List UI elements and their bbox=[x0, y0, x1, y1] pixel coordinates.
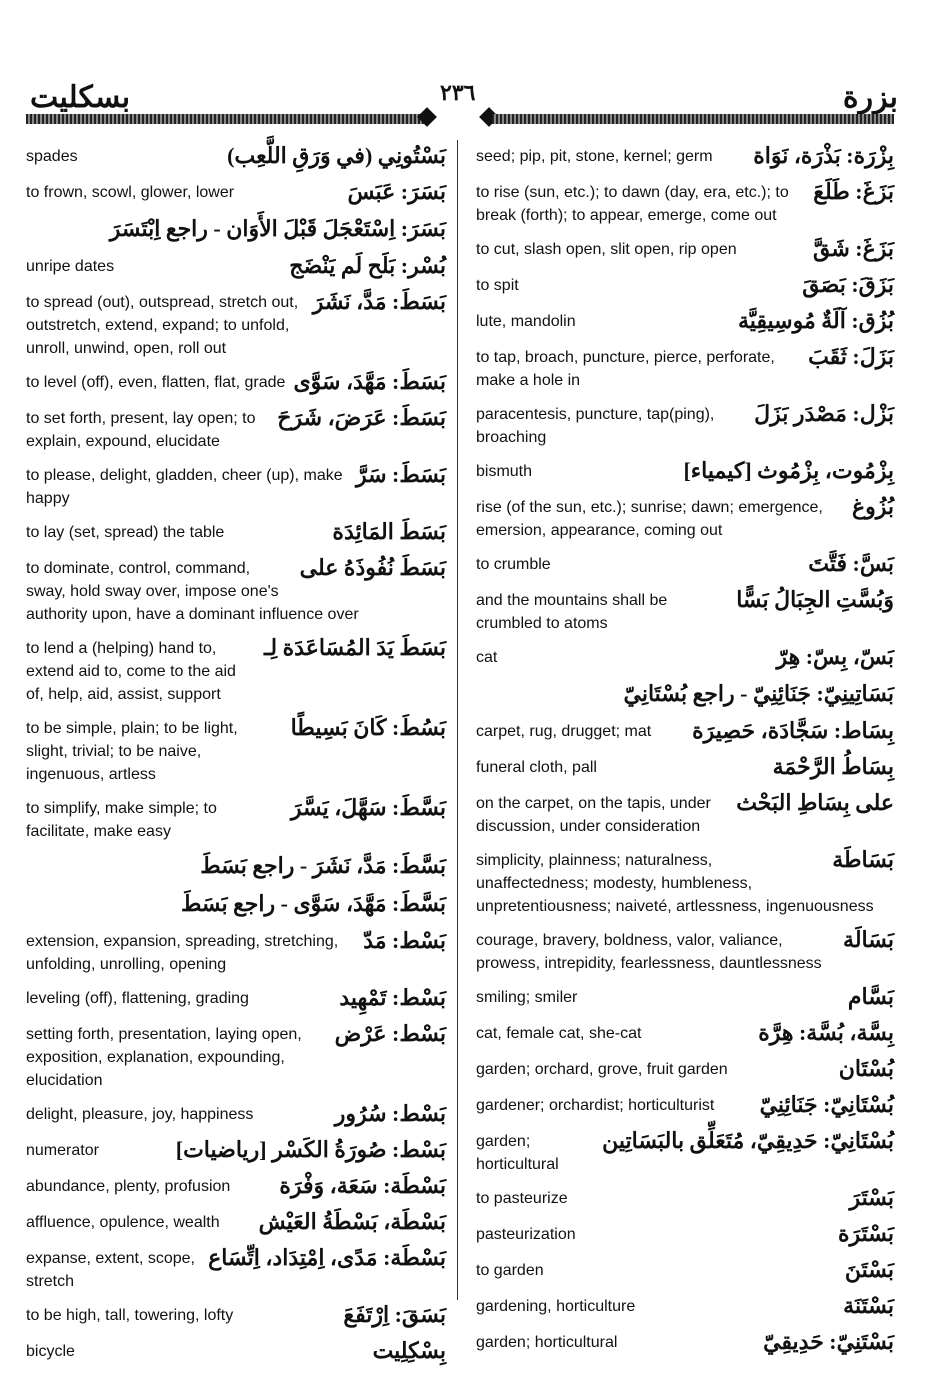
english-definition: and the mountains shall be crumbled to atoms bbox=[476, 592, 668, 632]
arabic-headword: بَسْتُونِي (في وَرَقِ اللَّعِب) bbox=[227, 143, 446, 168]
dictionary-entry bbox=[476, 846, 894, 918]
arabic-headword: بِسْكِلِيت bbox=[372, 1338, 446, 1363]
english-definition: cat bbox=[476, 649, 498, 666]
dictionary-entry bbox=[26, 1244, 446, 1293]
left-column bbox=[26, 142, 446, 1373]
english-definition: bismuth bbox=[476, 463, 533, 480]
dictionary-entry bbox=[26, 1337, 446, 1365]
english-definition: bicycle bbox=[26, 1343, 75, 1360]
arabic-headword: بَسْط: مَدّ bbox=[363, 928, 446, 953]
english-definition: delight, pleasure, joy, happiness bbox=[26, 1106, 254, 1123]
english-definition: numerator bbox=[26, 1142, 99, 1159]
english-definition: cat, female cat, she-cat bbox=[476, 1025, 642, 1042]
dictionary-entry bbox=[26, 714, 446, 786]
arabic-headword: بَسْطَة: سَعَة، وَفْرَة bbox=[279, 1173, 446, 1198]
english-definition: leveling (off), flattening, grading bbox=[26, 990, 249, 1007]
english-definition: gardening, horticulture bbox=[476, 1298, 636, 1315]
dictionary-entry bbox=[26, 1208, 446, 1236]
dictionary-entry bbox=[26, 288, 446, 360]
arabic-headword: بُزُق: آلَةٌ مُوسِيقِيَّة bbox=[737, 308, 894, 333]
english-definition: to frown, scowl, glower, lower bbox=[26, 184, 235, 201]
arabic-headword: بَسْتَرَ bbox=[849, 1185, 894, 1210]
dictionary-entry bbox=[26, 461, 446, 510]
arabic-headword: بِزْمُوت، بِزْمُوث [كيمياء] bbox=[683, 458, 894, 483]
arabic-headword: بَسَطَ: عَرَضَ، شَرَحَ bbox=[277, 405, 446, 430]
arabic-headword: بَسَطَ: مَهَّدَ، سَوَّى bbox=[293, 369, 446, 394]
dictionary-entry bbox=[476, 983, 894, 1011]
english-definition: to set forth, present, lay open; to explain, expound, elucidate bbox=[26, 410, 256, 450]
dictionary-entry bbox=[476, 400, 894, 449]
arabic-headword: بَسَرَ: عَبَسَ bbox=[347, 179, 446, 204]
english-definition: to tap, broach, puncture, pierce, perforate, make a hole in bbox=[476, 349, 775, 389]
arabic-headword: بَسْطَة: مَدًى، اِمْتِدَاد، اِتِّسَاع bbox=[208, 1245, 446, 1270]
english-definition: lute, mandolin bbox=[476, 313, 576, 330]
arabic-headword: بَسْتَنِيّ: حَدِيقِيّ bbox=[763, 1329, 894, 1354]
english-definition: on the carpet, on the tapis, under discussion, under consideration bbox=[476, 795, 711, 835]
dictionary-entry bbox=[476, 753, 894, 781]
arabic-headword: بَسُطَ: كَانَ بَسِيطًا bbox=[290, 715, 446, 740]
header-rule-left bbox=[26, 114, 424, 124]
dictionary-entry bbox=[476, 1055, 894, 1083]
dictionary-entry bbox=[26, 984, 446, 1012]
dictionary-entry bbox=[26, 368, 446, 396]
arabic-headword: بَسَطَ نُفُوذَهُ على bbox=[299, 555, 446, 580]
dictionary-entry bbox=[476, 1328, 894, 1356]
arabic-headword: بَزَلَ: ثَقَبَ bbox=[808, 344, 894, 369]
arabic-headword: بَسَطَ: مَدَّ، نَشَرَ bbox=[312, 289, 446, 314]
arabic-headword: بَسَطَ: سَرَّ bbox=[355, 462, 446, 487]
english-definition: to level (off), even, flatten, flat, grade bbox=[26, 374, 286, 391]
english-definition: garden; horticultural bbox=[476, 1133, 559, 1173]
english-definition: expanse, extent, scope, stretch bbox=[26, 1250, 195, 1290]
arabic-headword: بُسْر: بَلَح لَم يَنْضَج bbox=[289, 253, 446, 278]
english-definition: garden; orchard, grove, fruit garden bbox=[476, 1061, 728, 1078]
english-definition: to simplify, make simple; to facilitate, make easy bbox=[26, 800, 217, 840]
arabic-headword: بَسْتَنَ bbox=[844, 1257, 894, 1282]
english-definition: to be simple, plain; to be light, slight, trivial; to be naive, ingenuous, artless bbox=[26, 720, 238, 783]
arabic-headword: بَسَّام bbox=[847, 984, 894, 1009]
arabic-headword: على بِسَاطِ البَحْث bbox=[736, 790, 894, 815]
english-definition: funeral cloth, pall bbox=[476, 759, 597, 776]
dictionary-entry bbox=[476, 343, 894, 392]
english-definition: seed; pip, pit, stone, kernel; germ bbox=[476, 148, 713, 165]
arabic-headword: بَزَغَ: طَلَعَ bbox=[813, 179, 894, 204]
dictionary-entry bbox=[476, 1019, 894, 1047]
dictionary-entry bbox=[26, 518, 446, 546]
english-definition: to please, delight, gladden, cheer (up), make happy bbox=[26, 467, 343, 507]
page-number: ٢٣٦ bbox=[440, 80, 476, 105]
arabic-headword: بِسَاطُ الرَّحْمَة bbox=[772, 754, 894, 779]
arabic-headword: وَبُسَّتِ الجِبَالُ بَسًّا bbox=[736, 587, 894, 612]
arabic-crossref-entry: بَسَّطَ: مَدَّ، نَشَرَ - راجع بَسَطَ bbox=[200, 853, 446, 878]
arabic-headword: بَسَالَة bbox=[843, 927, 894, 952]
english-definition: to pasteurize bbox=[476, 1190, 568, 1207]
right-column bbox=[476, 142, 894, 1364]
english-definition: garden; horticultural bbox=[476, 1334, 618, 1351]
english-definition: pasteurization bbox=[476, 1226, 576, 1243]
english-definition: to be high, tall, towering, lofty bbox=[26, 1307, 234, 1324]
guide-word-right: بزرة bbox=[842, 81, 898, 114]
dictionary-entry bbox=[476, 586, 894, 635]
english-definition: unripe dates bbox=[26, 258, 115, 275]
dictionary-entry bbox=[476, 1184, 894, 1212]
dictionary-entry bbox=[26, 142, 446, 170]
dictionary-entry bbox=[476, 1256, 894, 1284]
english-definition: extension, expansion, spreading, stretching, unfolding, unrolling, opening bbox=[26, 933, 339, 973]
english-definition: to garden bbox=[476, 1262, 544, 1279]
arabic-headword: بِسَّة، بُسَّة: هِرَّة bbox=[758, 1020, 894, 1045]
arabic-headword: بِسَاط: سَجَّادَة، حَصِيرَة bbox=[692, 718, 894, 743]
arabic-headword: بَسْط: عَرْض bbox=[334, 1021, 446, 1046]
english-definition: paracentesis, puncture, tap(ping), broaching bbox=[476, 406, 715, 446]
arabic-headword: بِزْرَة: بَذْرَة، نَوَاة bbox=[753, 143, 894, 168]
dictionary-entry bbox=[26, 794, 446, 843]
english-definition: smiling; smiler bbox=[476, 989, 578, 1006]
arabic-headword: بُسْتَان bbox=[838, 1056, 894, 1081]
arabic-headword: بَسَّطَ: سَهَّلَ، يَسَّرَ bbox=[290, 795, 446, 820]
header-rule-right bbox=[492, 114, 894, 124]
arabic-headword: بُسْتَانِيّ: جَنَائِنِيّ bbox=[759, 1092, 894, 1117]
arabic-headword: بَزَقَ: بَصَقَ bbox=[802, 272, 894, 297]
english-definition: setting forth, presentation, laying open, exposition, explanation, expounding, elucidation bbox=[26, 1026, 302, 1089]
dictionary-entry bbox=[26, 1136, 446, 1164]
english-definition: to lend a (helping) hand to, extend aid to, come to the aid of, help, aid, assist, support bbox=[26, 640, 236, 703]
english-definition: to crumble bbox=[476, 556, 551, 573]
arabic-headword: بَسَّ: فَتَّتَ bbox=[808, 551, 894, 576]
english-definition: gardener; orchardist; horticulturist bbox=[476, 1097, 715, 1114]
dictionary-entry bbox=[476, 235, 894, 263]
arabic-headword: بَسّ، بِسّ: هِرّ bbox=[776, 644, 894, 669]
arabic-headword: بَسْط: صُورَةُ الكَسْر [رياضيات] bbox=[175, 1137, 446, 1162]
dictionary-entry bbox=[476, 926, 894, 975]
arabic-headword: بَسَطَ المَائِدَة bbox=[332, 519, 446, 544]
arabic-headword: بَزَغَ: شَقَّ bbox=[813, 236, 894, 261]
english-definition: affluence, opulence, wealth bbox=[26, 1214, 220, 1231]
dictionary-entry bbox=[26, 634, 446, 706]
dictionary-entry bbox=[476, 178, 894, 227]
dictionary-entry bbox=[26, 927, 446, 976]
dictionary-entry bbox=[476, 789, 894, 838]
english-definition: rise (of the sun, etc.); sunrise; dawn; emergence, emersion, appearance, coming out bbox=[476, 499, 823, 539]
english-definition: to cut, slash open, slit open, rip open bbox=[476, 241, 737, 258]
dictionary-entry bbox=[26, 178, 446, 206]
english-definition: abundance, plenty, profusion bbox=[26, 1178, 231, 1195]
arabic-headword: بَسْطَة، بَسْطَةُ العَيْش bbox=[258, 1209, 446, 1234]
dictionary-entry bbox=[476, 717, 894, 745]
arabic-headword: بَسْتَرَة bbox=[837, 1221, 894, 1246]
english-definition: to spread (out), outspread, stretch out, outstretch, extend, expand; to unfold, unroll, unwind, open, roll out bbox=[26, 294, 299, 357]
arabic-headword: بُسْتَانِيّ: حَدِيقِيّ، مُتَعَلِّق بالبَسَاتِين bbox=[602, 1128, 894, 1153]
dictionary-entry bbox=[476, 1091, 894, 1119]
english-definition: to spit bbox=[476, 277, 519, 294]
dictionary-entry bbox=[26, 1301, 446, 1329]
dictionary-entry bbox=[476, 142, 894, 170]
arabic-headword: بَسْط: سُرُور bbox=[334, 1101, 446, 1126]
english-definition: courage, bravery, boldness, valor, valiance, prowess, intrepidity, fearlessness, dauntlessness bbox=[476, 932, 822, 972]
dictionary-entry bbox=[476, 1220, 894, 1248]
dictionary-entry bbox=[476, 550, 894, 578]
arabic-crossref-entry: بَسَاتِينِيّ: جَنَائِنِيّ - راجع بُسْتَانِيّ bbox=[623, 681, 894, 706]
dictionary-entry bbox=[26, 1020, 446, 1092]
dictionary-entry bbox=[476, 307, 894, 335]
english-definition: spades bbox=[26, 148, 78, 165]
english-definition: carpet, rug, drugget; mat bbox=[476, 723, 652, 740]
arabic-headword: بَسْتَنَة bbox=[843, 1293, 894, 1318]
dictionary-entry bbox=[26, 404, 446, 453]
english-definition: simplicity, plainness; naturalness, unaffectedness; modesty, humbleness, unpretentiousness; naiveté, artlessness, ingenuousness bbox=[476, 852, 874, 915]
arabic-headword: بَزْل: مَصْدَر بَزَلَ bbox=[754, 401, 894, 426]
english-definition: to lay (set, spread) the table bbox=[26, 524, 225, 541]
dictionary-entry bbox=[26, 554, 446, 626]
guide-word-left: بسكليت bbox=[30, 81, 131, 114]
arabic-headword: بَسَاطَة bbox=[832, 847, 894, 872]
dictionary-entry bbox=[476, 271, 894, 299]
dictionary-entry bbox=[476, 457, 894, 485]
arabic-crossref-entry: بَسَرَ: اِسْتَعْجَلَ قَبْلَ الأَوَان - راجع اِبْتَسَرَ bbox=[109, 216, 446, 241]
arabic-headword: بُزُوغ bbox=[851, 494, 894, 519]
dictionary-entry bbox=[476, 493, 894, 542]
arabic-crossref-entry: بَسَّطَ: مَهَّدَ، سَوَّى - راجع بَسَطَ bbox=[180, 891, 446, 916]
dictionary-entry bbox=[26, 1100, 446, 1128]
dictionary-entry bbox=[476, 1292, 894, 1320]
arabic-headword: بَسَطَ يَدَ المُسَاعَدَة لِـ bbox=[263, 635, 446, 660]
dictionary-entry bbox=[476, 643, 894, 671]
dictionary-entry bbox=[476, 1127, 894, 1176]
english-definition: to rise (sun, etc.); to dawn (day, era, etc.); to break (forth); to appear, emerge, come out bbox=[476, 184, 789, 224]
arabic-headword: بَسَقَ: اِرْتَفَعَ bbox=[343, 1302, 446, 1327]
arabic-headword: بَسْط: تَمْهِيد bbox=[339, 985, 446, 1010]
column-divider bbox=[457, 140, 458, 1300]
english-definition: to dominate, control, command, sway, hold sway over, impose one's authority upon, have a dominant influence over bbox=[26, 560, 359, 623]
dictionary-entry bbox=[26, 1172, 446, 1200]
dictionary-entry bbox=[26, 252, 446, 280]
